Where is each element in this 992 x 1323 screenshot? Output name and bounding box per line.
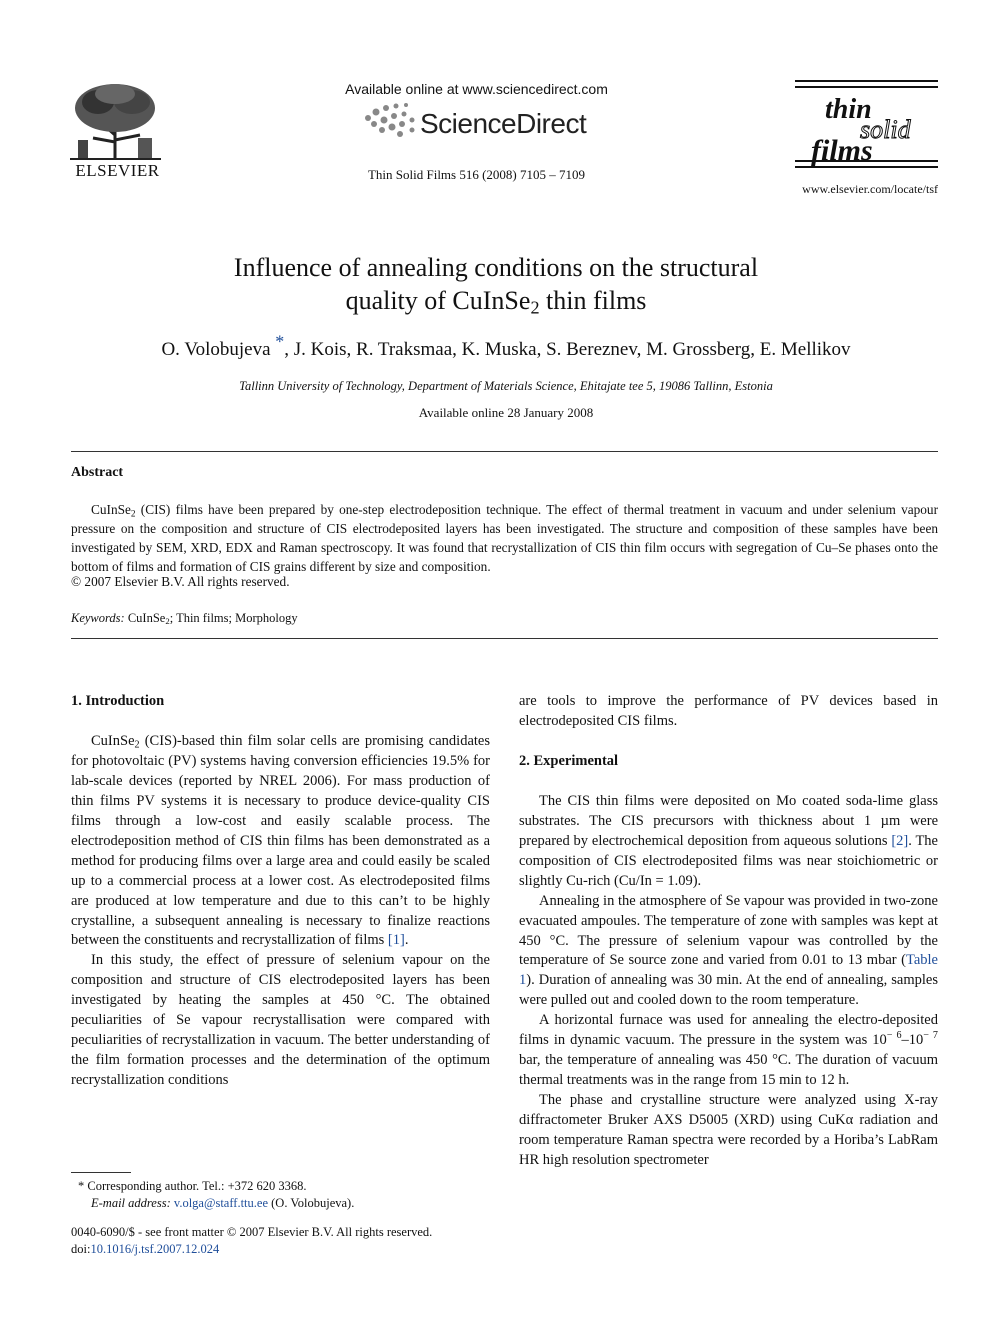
corresponding-author-footnote bbox=[78, 1179, 307, 1194]
exp-p3-text: A horizontal furnace was used for annealing the electro-deposited films in dynamic vacuum. The pressure in the system was 10 bbox=[519, 1012, 938, 1049]
journal-url: www.elsevier.com/locate/tsf bbox=[802, 182, 938, 196]
sciencedirect-wordmark: ScienceDirect bbox=[420, 108, 587, 139]
keyword-1: CuInSe bbox=[127, 611, 166, 625]
doi-label: doi: bbox=[71, 1242, 91, 1256]
intro-paragraph-2-cont: are tools to improve the performance of PV devices based in electrodeposited CIS films. bbox=[519, 693, 938, 729]
abstract-copyright: © 2007 Elsevier B.V. All rights reserved. bbox=[71, 574, 290, 589]
reference-link-1[interactable]: [1] bbox=[387, 932, 405, 949]
first-author: O. Volobujeva bbox=[161, 339, 271, 360]
experimental-paragraph-3 bbox=[519, 1011, 938, 1091]
footnote-mark: * bbox=[78, 1179, 85, 1193]
journal-reference: Thin Solid Films 516 (2008) 7105 – 7109 bbox=[367, 167, 586, 182]
doi-link[interactable]: 10.1016/j.tsf.2007.12.024 bbox=[90, 1242, 220, 1256]
author-list bbox=[60, 331, 952, 361]
available-date: Available online 28 January 2008 bbox=[418, 405, 594, 420]
experimental-paragraph-4: The phase and crystalline structure were analyzed using X-ray diffractometer Bruker AXS D5005 (XRD) using CuKα radiation and room temperature Raman spectra were recorded by a Horiba’s LabRam HR high resolution spectrometer bbox=[519, 1092, 938, 1169]
intro-p1-end: . bbox=[404, 932, 409, 949]
intro-p1-subscript: 2 bbox=[134, 739, 140, 751]
keyword-1-subscript: 2 bbox=[165, 616, 170, 627]
reference-link-2[interactable]: [2] bbox=[891, 832, 909, 849]
issn-line: 0040-6090/$ - see front matter © 2007 Elsevier B.V. All rights reserved. bbox=[71, 1225, 433, 1239]
exp-p2-text: Annealing in the atmosphere of Se vapour was provided in two-zone evacuated ampoules. The temperature of zone with samples was kept at 450 °C. The pressure of selenium vapour was controlled by the temperature of Se source zone and varied from 0.01 to 13 mbar ( bbox=[519, 892, 938, 969]
section-heading-introduction: 1. Introduction bbox=[71, 693, 165, 709]
thin-solid-films-logo bbox=[795, 80, 938, 168]
journal-logo-graphic bbox=[805, 90, 935, 166]
exp-p3-end: bar, the temperature of annealing was 450 °C. The duration of vacuum thermal treatments was in the range from 15 min to 12 h. bbox=[519, 1052, 938, 1089]
intro-paragraph-1 bbox=[71, 732, 490, 951]
affiliation: Tallinn University of Technology, Department of Materials Science, Ehitajate tee 5, 19086 Tallinn, Estonia bbox=[239, 379, 773, 393]
corresponding-author-mark[interactable]: * bbox=[275, 331, 285, 352]
table-1-link[interactable]: Table 1 bbox=[519, 952, 938, 989]
available-online-line: Available online at www.sciencedirect.com bbox=[345, 81, 608, 97]
exp-p2-end: ). Duration of annealing was 30 min. At the end of annealing, samples were pulled out and cooled down to the room temperature. bbox=[519, 972, 938, 1009]
svg-text:films: films bbox=[811, 134, 873, 166]
experimental-paragraph-1 bbox=[519, 792, 938, 892]
exp-p1-text: The CIS thin films were deposited on Mo coated soda-lime glass substrates. The CIS precursors with thickness about 1 µm were prepared by electrochemical deposition from aqueous solutions bbox=[519, 792, 938, 849]
coauthors: , J. Kois, R. Traksmaa, K. Muska, S. Bereznev, M. Grossberg, E. Mellikov bbox=[284, 339, 851, 360]
abstract-heading: Abstract bbox=[71, 465, 124, 480]
divider-bottom bbox=[71, 638, 938, 639]
exponent-1: − 6 bbox=[886, 1030, 902, 1042]
publisher-name: ELSEVIER bbox=[75, 161, 160, 180]
title-line2-end: thin films bbox=[539, 286, 647, 315]
intro-paragraph-2: In this study, the effect of pressure of selenium vapour on the composition and structure of CIS electrodeposited layers has been investigated by heating the samples at 450 °C. The obtained peculiarities of Se vapour recrystallisation were compared with peculiarities of recrystallization in vacuum. The better understanding of the film formation processes and the determination of the optimum recrystallization conditions bbox=[71, 952, 490, 1089]
email-link[interactable]: v.olga@staff.ttu.ee bbox=[173, 1196, 268, 1210]
abstract-subscript: 2 bbox=[130, 509, 136, 520]
email-label: E-mail address: bbox=[91, 1196, 171, 1210]
keywords-line bbox=[71, 611, 298, 626]
experimental-paragraph-2 bbox=[519, 892, 938, 1012]
keywords-label: Keywords: bbox=[71, 611, 125, 625]
article-title bbox=[100, 251, 892, 317]
email-footnote bbox=[91, 1196, 354, 1211]
title-line2: quality of CuInSe bbox=[345, 286, 531, 315]
exp-p3-mid: –10 bbox=[901, 1032, 924, 1049]
svg-text:solid: solid bbox=[860, 115, 911, 144]
title-line1: Influence of annealing conditions on the structural bbox=[233, 253, 759, 282]
footnote-divider bbox=[71, 1172, 131, 1173]
intro-p1-start: CuInSe bbox=[91, 732, 135, 749]
section-heading-experimental: 2. Experimental bbox=[519, 752, 619, 769]
right-column bbox=[519, 692, 938, 1171]
intro-p1-text: (CIS)-based thin film solar cells are promising candidates for photovoltaic (PV) systems having conversion efficiencies 19.5% for lab-scale devices (reported by NREL 2006). For mass production of thin films PV systems it is necessary to produce device-quality CIS films through a low-cost and easily scalable process. The electrodeposition method of CIS thin films has been demonstrated as a method for producing films over a large area and could easily be scaled up to a commercial process at a lower cost. As electrodeposited films are produced at low temperature and due to this can’t to be highly crystalline, a subsequent annealing is necessary to finalize reactions between the constituents and recrystallization of films bbox=[71, 732, 490, 949]
exp-p1-end: . The composition of CIS electrodeposited films was near stoichiometric or slightly Cu-rich (Cu/In = 1.09). bbox=[519, 832, 938, 889]
doi-line bbox=[71, 1242, 219, 1257]
divider-top bbox=[71, 451, 938, 452]
exponent-2: − 7 bbox=[923, 1030, 938, 1042]
abstract-rest: (CIS) films have been prepared by one-step electrodeposition technique. The effect of thermal treatment in vacuum and under selenium vapour pressure on the composition and structure of CIS electrodeposited layers has been investigated. The structure and composition of these samples have been investigated by SEM, XRD, EDX and Raman spectroscopy. It was found that recrystallization of CIS thin film occurs with segregation of Cu–Se phases onto the bottom of films and formation of CIS grains different by size and composition. bbox=[71, 502, 938, 574]
email-owner: (O. Volobujeva). bbox=[268, 1196, 355, 1210]
keywords-rest: ; Thin films; Morphology bbox=[169, 611, 298, 625]
abstract-start: CuInSe bbox=[91, 502, 131, 517]
abstract-text bbox=[71, 500, 938, 576]
left-column bbox=[71, 692, 490, 1091]
svg-text:thin: thin bbox=[825, 94, 872, 125]
title-subscript: 2 bbox=[530, 297, 540, 318]
footnote-text: Corresponding author. Tel.: +372 620 3368. bbox=[84, 1179, 307, 1193]
